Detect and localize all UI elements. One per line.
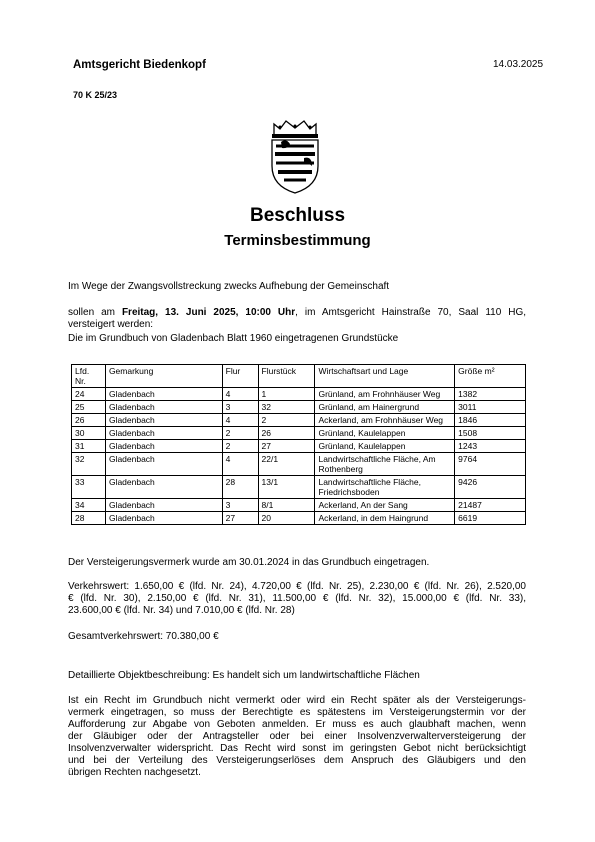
header-lfd-nr: Lfd. Nr. (72, 365, 106, 388)
rights-line: vermerk eingetragen, so muss der Berechtigte es spätestens im Versteigerungstermin vor der (68, 707, 526, 718)
table-cell: Gladenbach (105, 499, 222, 512)
table-cell: 33 (72, 476, 106, 499)
table-cell: 9426 (455, 476, 526, 499)
table-row (72, 440, 526, 453)
table-cell: 25 (72, 401, 106, 414)
table-cell: 1 (258, 388, 315, 401)
table-cell: 26 (72, 414, 106, 427)
table-cell: 2 (222, 440, 258, 453)
table-cell: 20 (258, 512, 315, 525)
table-cell: Gladenbach (105, 453, 222, 476)
table-row (72, 499, 526, 512)
table-cell: 32 (72, 453, 106, 476)
table-cell: Gladenbach (105, 476, 222, 499)
table-cell: 21487 (455, 499, 526, 512)
table-cell: 22/1 (258, 453, 315, 476)
table-header-row (72, 365, 526, 388)
table-cell: 27 (258, 440, 315, 453)
table-cell: 1846 (455, 414, 526, 427)
table-row (72, 388, 526, 401)
table-cell: 3 (222, 401, 258, 414)
rights-notice (68, 695, 526, 779)
table-cell: 24 (72, 388, 106, 401)
table-cell: Grünland, Kaulelappen (315, 427, 455, 440)
table-cell: 28 (222, 476, 258, 499)
header-flurstueck: Flurstück (258, 365, 315, 388)
sale-location: , im Amtsgericht Hainstraße 70, Saal 110 HG, (295, 307, 527, 318)
table-cell: Gladenbach (105, 427, 222, 440)
market-value-line: Verkehrswert: 1.650,00 € (lfd. Nr. 24), 4.720,00 € (lfd. Nr. 25), 2.230,00 € (lfd. Nr. 26), 2.520,00 (68, 581, 526, 592)
table-cell: Ackerland, in dem Haingrund (315, 512, 455, 525)
table-cell: Ackerland, am Frohnhäuser Weg (315, 414, 455, 427)
sale-line-2: versteigert werden: (68, 319, 154, 330)
table-cell: Ackerland, An der Sang (315, 499, 455, 512)
case-number: 70 K 25/23 (73, 90, 118, 100)
table-cell: Grünland, am Frohnhäuser Weg (315, 388, 455, 401)
header-gemarkung: Gemarkung (105, 365, 222, 388)
table-cell: 1508 (455, 427, 526, 440)
sale-prefix: sollen am (68, 307, 122, 318)
table-cell: 27 (222, 512, 258, 525)
table-cell: 30 (72, 427, 106, 440)
table-row (72, 427, 526, 440)
rights-line: übrigen Rechten nachgesetzt. (68, 767, 201, 778)
table-cell: Landwirtschaftliche Fläche, Am Rothenberg (315, 453, 455, 476)
table-cell: 31 (72, 440, 106, 453)
table-cell: 32 (258, 401, 315, 414)
table-cell: Gladenbach (105, 512, 222, 525)
table-cell: 13/1 (258, 476, 315, 499)
table-row (72, 401, 526, 414)
sale-announcement (68, 307, 526, 331)
table-cell: 6619 (455, 512, 526, 525)
table-cell: 34 (72, 499, 106, 512)
table-cell: 4 (222, 453, 258, 476)
total-market-value: Gesamtverkehrswert: 70.380,00 € (68, 631, 219, 642)
table-cell: 2 (222, 427, 258, 440)
rights-line: der Gläubiger oder der Antragsteller oder bei einer Insolvenzverwalterversteigerung der (68, 731, 526, 742)
register-note: Der Versteigerungsvermerk wurde am 30.01.2024 in das Grundbuch eingetragen. (68, 557, 430, 568)
table-cell: Gladenbach (105, 440, 222, 453)
table-cell: 4 (222, 388, 258, 401)
sale-line-1 (68, 307, 526, 319)
market-value-line: € (lfd. Nr. 30), 2.150,00 € (lfd. Nr. 31), 11.500,00 € (lfd. Nr. 32), 15.000,00 € (lfd. Nr. 33), (68, 593, 526, 604)
sale-date: Freitag, 13. Juni 2025, 10:00 Uhr (121, 307, 296, 318)
rights-line: und bei der Verteilung des Versteigerungserlöses dem Anspruch des Gläubigers und den (68, 755, 526, 766)
plots-intro: Die im Grundbuch von Gladenbach Blatt 1960 eingetragenen Grundstücke (68, 333, 399, 344)
table-cell: Landwirtschaftliche Fläche, Friedrichsboden (315, 476, 455, 499)
table-cell: 3 (222, 499, 258, 512)
document-title: Beschluss (249, 205, 346, 226)
table-cell: Grünland, am Hainergrund (315, 401, 455, 414)
market-value-line: 23.600,00 € (lfd. Nr. 34) und 7.010,00 € (lfd. Nr. 28) (68, 605, 295, 616)
object-description: Detaillierte Objektbeschreibung: Es handelt sich um landwirtschaftliche Flächen (68, 670, 420, 681)
table-cell: Gladenbach (105, 414, 222, 427)
market-value-paragraph (68, 581, 526, 617)
header-groesse: Größe m² (455, 365, 526, 388)
table-row (72, 512, 526, 525)
rights-line: Ist ein Recht im Grundbuch nicht vermerkt oder wird ein Recht später als der Versteigerungs- (68, 695, 526, 706)
table-row (72, 453, 526, 476)
document-subtitle: Terminsbestimmung (224, 232, 371, 249)
court-name: Amtsgericht Biedenkopf (73, 59, 206, 71)
property-table (71, 364, 526, 525)
table-row (72, 476, 526, 499)
document-date: 14.03.2025 (493, 59, 544, 70)
table-cell: 1243 (455, 440, 526, 453)
table-row (72, 414, 526, 427)
rights-line: Insolvenzverwalter widerspricht. Das Recht wird sonst im geringsten Gebot nicht berücksichtigt (68, 743, 526, 754)
table-cell: 26 (258, 427, 315, 440)
table-cell: 3011 (455, 401, 526, 414)
table-cell: Grünland, Kaulelappen (315, 440, 455, 453)
table-cell: Gladenbach (105, 401, 222, 414)
table-cell: 4 (222, 414, 258, 427)
intro-text: Im Wege der Zwangsvollstreckung zwecks Aufhebung der Gemeinschaft (68, 281, 390, 292)
table-cell: 28 (72, 512, 106, 525)
table-cell: 2 (258, 414, 315, 427)
table-cell: 8/1 (258, 499, 315, 512)
header-flur: Flur (222, 365, 258, 388)
rights-line: Aufforderung zur Abgabe von Geboten anmelden. Er muss es auch glaubhaft machen, wenn (68, 719, 526, 730)
hesse-coat-of-arms-icon (266, 118, 324, 194)
table-cell: 1382 (455, 388, 526, 401)
table-cell: Gladenbach (105, 388, 222, 401)
header-wirtschaftsart: Wirtschaftsart und Lage (315, 365, 455, 388)
table-cell: 9764 (455, 453, 526, 476)
